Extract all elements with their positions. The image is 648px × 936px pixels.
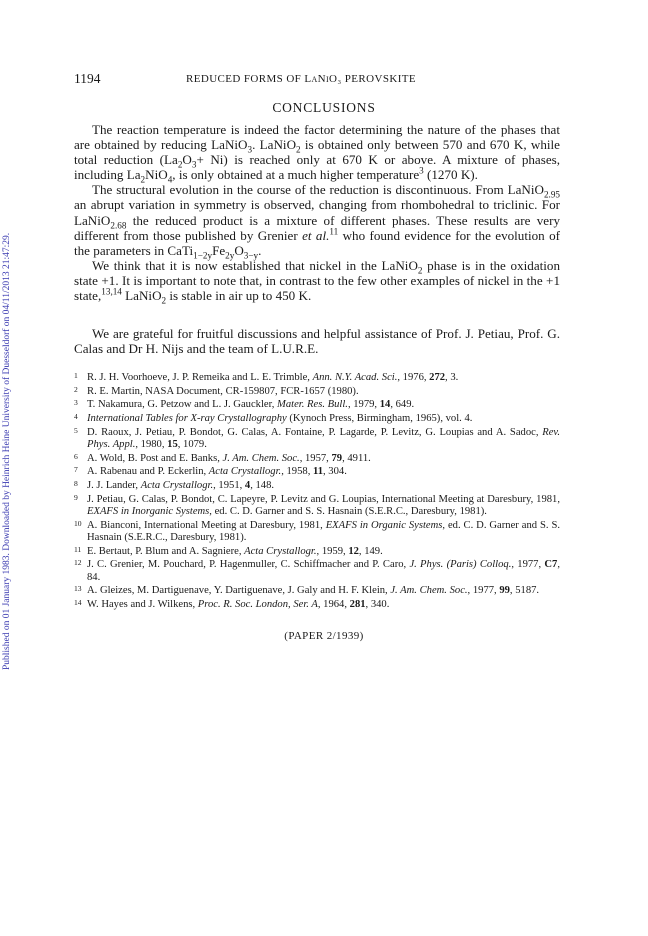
acknowledgement-text: We are grateful for fruitful discussions and helpful assistance of Prof. J. Petiau, Prof. G. Calas and Dr H. Nijs and the team of L.U.R.E. bbox=[74, 326, 560, 357]
reference-pages: , 149. bbox=[358, 545, 383, 557]
reference-number: 1 bbox=[74, 371, 78, 380]
reference-details: , 1976, bbox=[397, 372, 430, 383]
reference-number: 2 bbox=[74, 384, 78, 394]
acknowledgement bbox=[74, 326, 560, 356]
reference-item bbox=[74, 453, 560, 465]
reference-source: J. Am. Chem. Soc. bbox=[390, 585, 468, 597]
reference-number: 10 bbox=[74, 518, 82, 528]
reference-number: 9 bbox=[74, 492, 78, 502]
reference-item bbox=[74, 494, 560, 518]
reference-item bbox=[74, 599, 560, 611]
reference-details: , 1957, bbox=[299, 452, 332, 464]
reference-number: 12 bbox=[74, 558, 82, 568]
reference-details: , 1980, bbox=[135, 439, 168, 451]
reference-volume: 281 bbox=[349, 598, 366, 610]
reference-number: 13 bbox=[74, 584, 82, 594]
reference-authors: E. Bertaut, P. Blum and A. Sagniere, bbox=[87, 545, 245, 557]
reference-details: , 1977, bbox=[467, 585, 500, 597]
reference-source: EXAFS in Inorganic Systems bbox=[87, 506, 210, 518]
reference-source: Acta Crystallogr. bbox=[244, 545, 317, 557]
reference-item bbox=[74, 585, 560, 597]
reference-source: Mater. Res. Bull. bbox=[277, 399, 348, 411]
reference-number: 4 bbox=[74, 412, 78, 422]
reference-authors: J. C. Grenier, M. Pouchard, P. Hagenmuller, C. Schiffmacher and P. Caro, bbox=[87, 559, 410, 571]
reference-volume: C7 bbox=[544, 559, 558, 571]
reference-volume: 11 bbox=[312, 466, 323, 478]
reference-pages: , 3. bbox=[445, 372, 459, 383]
reference-item bbox=[74, 559, 560, 583]
reference-volume: 79 bbox=[331, 452, 343, 464]
reference-number: 14 bbox=[74, 597, 82, 607]
reference-details: (Kynoch Press, Birmingham, 1965), vol. 4. bbox=[286, 413, 473, 425]
reference-number: 8 bbox=[74, 479, 78, 489]
reference-details: , ed. C. D. Garner and S. S. Hasnain (S.E.R.C., Daresbury, 1981). bbox=[87, 519, 560, 543]
reference-pages: , 340. bbox=[365, 598, 390, 610]
reference-authors: W. Hayes and J. Wilkens, bbox=[87, 598, 198, 610]
reference-number: 5 bbox=[74, 425, 78, 435]
reference-source: Proc. R. Soc. London, Ser. A bbox=[197, 598, 318, 610]
reference-pages: , 5187. bbox=[509, 585, 540, 597]
reference-item bbox=[74, 546, 560, 558]
reference-source: J. Am. Chem. Soc. bbox=[222, 452, 300, 464]
page-number: 1194 bbox=[74, 71, 101, 86]
reference-source: International Tables for X-ray Crystallography bbox=[87, 413, 287, 425]
reference-pages: , 4911. bbox=[342, 452, 371, 464]
reference-source: Acta Crystallogr. bbox=[140, 480, 214, 492]
reference-pages: , 649. bbox=[390, 399, 415, 411]
section-title: CONCLUSIONS bbox=[272, 100, 376, 115]
reference-details: , ed. C. D. Garner and S. S. Hasnain (S.E.R.C., Daresbury, 1981). bbox=[209, 506, 487, 518]
reference-item bbox=[74, 413, 560, 425]
conclusions-body bbox=[74, 122, 561, 306]
reference-item bbox=[74, 372, 560, 384]
reference-volume: 14 bbox=[379, 399, 391, 411]
paragraph-structural-evolution: The structural evolution in the course of the reduction is discontinuous. From LaNiO$_{2.95}$ an abrupt variation in symmetry is observed, changing from rhombohedral to triclinic. For LaNiO$_{2.68}$ the reduced product is a mixture of different phases. These results are very different from those published by Grenier et al.$^{11}$ who found evidence for the evolution of the parameters in $CaTi_{1-2y}Fe_{2y}O_{3-y}$. bbox=[74, 182, 560, 261]
reference-details: , 1959, bbox=[316, 545, 349, 557]
paper-code: (PAPER 2/1939) bbox=[284, 630, 364, 642]
reference-source: Acta Crystallogr. bbox=[208, 466, 282, 478]
reference-details: , 1977, bbox=[511, 559, 545, 571]
reference-number: 3 bbox=[74, 398, 78, 408]
reference-pages: , 1079. bbox=[177, 439, 207, 451]
running-title: REDUCED FORMS OF LaNiO₃ PEROVSKITE bbox=[186, 73, 417, 85]
reference-volume: 99 bbox=[499, 585, 510, 597]
reference-authors: J. Petiau, G. Calas, P. Bondot, C. Lapeyre, P. Levitz and G. Loupias, International Meeting at Daresbury, 1981, bbox=[87, 493, 560, 505]
reference-source: EXAFS in Organic Systems bbox=[325, 519, 443, 531]
reference-item bbox=[74, 466, 560, 478]
reference-authors: R. E. Martin, NASA Document, CR-159807, FCR-1657 (1980). bbox=[87, 385, 359, 397]
reference-source: J. Phys. (Paris) Colloq. bbox=[409, 559, 512, 571]
paragraph-reaction-temperature: The reaction temperature is indeed the factor determining the nature of the phases that are obtained by reducing LaNiO$_3$. LaNiO$_2$ is obtained only between 570 and 670 K, while total reduction $(La_2O_3+ Ni)$ is reached only at 670 K or above. A mixture of phases, including $La_2NiO_4$, is only obtained at a much higher temperature$^3$ (1270 K). bbox=[74, 122, 561, 185]
page-header bbox=[74, 71, 564, 89]
reference-pages: , 148. bbox=[250, 480, 275, 492]
reference-source: Rev. Phys. Appl. bbox=[87, 426, 560, 451]
reference-volume: 4 bbox=[244, 480, 251, 492]
reference-volume: 272 bbox=[429, 372, 446, 383]
reference-details: , 1958, bbox=[281, 466, 313, 478]
reference-authors: A. Gleizes, M. Dartiguenave, Y. Dartiguenave, J. Galy and H. F. Klein, bbox=[87, 585, 391, 597]
paragraph-oxidation-state: We think that it is now established that nickel in the LaNiO$_2$ phase is in the oxidation state +1. It is important to note that, in contrast to the few other examples of nickel in the +1 state,$^{13,14}$ LaNiO$_2$ is stable in air up to 450 K. bbox=[74, 257, 560, 306]
reference-details: , 1964, bbox=[317, 598, 350, 610]
reference-pages: , 84. bbox=[87, 559, 560, 583]
reference-item bbox=[74, 427, 560, 451]
reference-item bbox=[74, 399, 560, 411]
download-notice: Published on 01 January 1983. Downloaded by Heinrich Heine University of Duesseldorf on 04/11/2013 21:47:29. bbox=[2, 232, 12, 670]
reference-authors: T. Nakamura, G. Petzow and L. J. Gauckler, bbox=[87, 399, 278, 411]
reference-authors: R. J. H. Voorhoeve, J. P. Remeika and L. E. Trimble, bbox=[87, 372, 313, 383]
reference-authors: A. Wold, B. Post and E. Banks, bbox=[87, 452, 223, 464]
reference-number: 11 bbox=[74, 544, 82, 554]
reference-pages: , 304. bbox=[323, 466, 347, 478]
reference-details: , 1979, bbox=[347, 399, 380, 411]
reference-volume: 12 bbox=[348, 545, 359, 557]
reference-authors: J. J. Lander, bbox=[87, 480, 141, 492]
reference-item bbox=[74, 386, 560, 398]
reference-details: , 1951, bbox=[213, 480, 245, 492]
reference-volume: 15 bbox=[167, 439, 178, 451]
reference-list bbox=[74, 372, 560, 613]
reference-source: Ann. N.Y. Acad. Sci. bbox=[312, 372, 398, 383]
reference-number: 6 bbox=[74, 451, 78, 461]
reference-item bbox=[74, 520, 560, 544]
reference-number: 7 bbox=[74, 465, 78, 475]
reference-authors: A. Rabenau and P. Eckerlin, bbox=[87, 466, 209, 478]
reference-authors: D. Raoux, J. Petiau, P. Bondot, G. Calas, A. Fontaine, P. Lagarde, P. Levitz, G. Loupias and A. Sadoc, bbox=[87, 426, 543, 438]
reference-item bbox=[74, 480, 560, 492]
reference-authors: A. Bianconi, International Meeting at Daresbury, 1981, bbox=[87, 519, 326, 531]
